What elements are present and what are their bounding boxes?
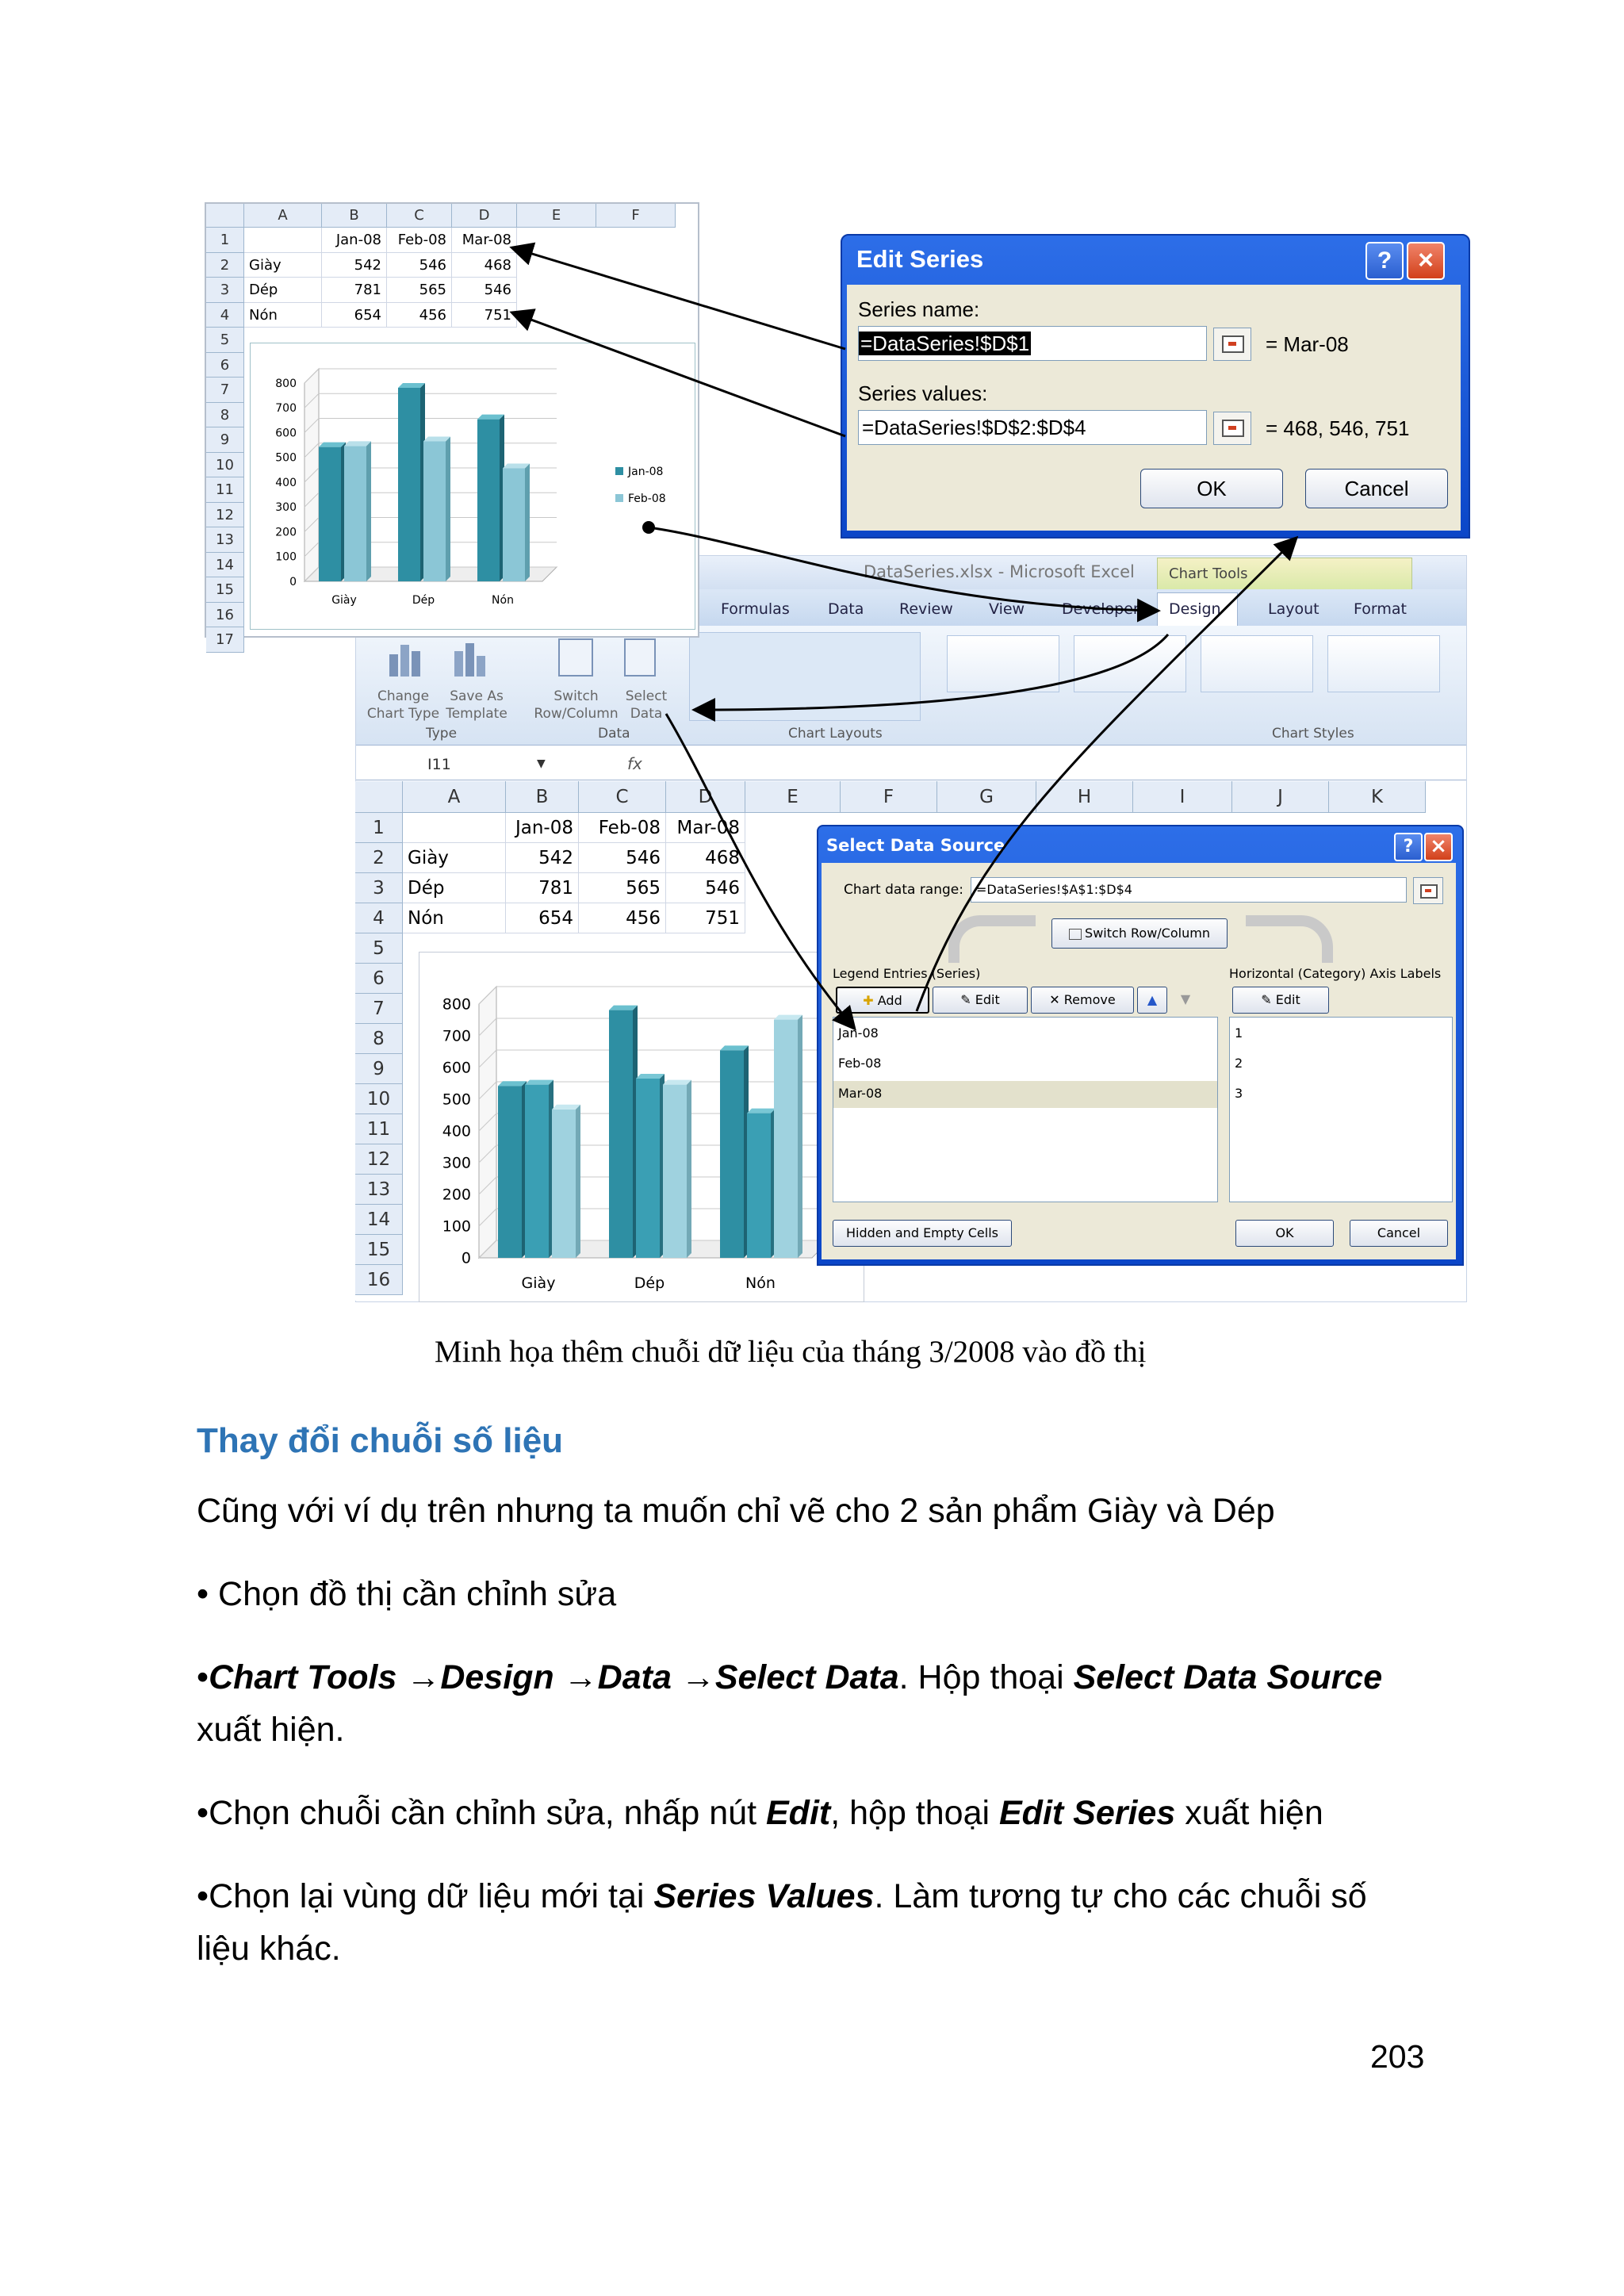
remove-button[interactable]: ✕ Remove: [1031, 987, 1134, 1014]
x-tick-label: Giày: [331, 594, 357, 607]
table-cell[interactable]: Giày: [244, 253, 322, 278]
switch-row-column-dialog-button[interactable]: Switch Row/Column: [1051, 918, 1228, 949]
chart-styles-label: Chart Styles: [1272, 726, 1354, 742]
column-header[interactable]: B: [322, 204, 387, 228]
y-tick-label: 800: [442, 995, 471, 1014]
y-tick-label: 500: [442, 1091, 471, 1109]
table-cell[interactable]: Dép: [244, 278, 322, 303]
name-box-dropdown-icon[interactable]: ▼: [537, 757, 546, 770]
table-cell[interactable]: Jan-08: [506, 813, 579, 843]
y-tick-label: 600: [442, 1059, 471, 1077]
row-header[interactable]: 16: [355, 1265, 403, 1295]
axis-item-3[interactable]: 3: [1235, 1086, 1243, 1101]
table-cell[interactable]: 456: [579, 903, 666, 933]
table-cell[interactable]: 546: [579, 843, 666, 873]
table-cell[interactable]: Mar-08: [666, 813, 745, 843]
series-values-result: = 468, 546, 751: [1266, 416, 1410, 440]
bullet-symbol: •: [197, 1794, 209, 1832]
table-cell[interactable]: 546: [452, 278, 517, 303]
row-header[interactable]: 3: [355, 873, 403, 903]
column-header[interactable]: A: [244, 204, 322, 228]
change-chart-type-button[interactable]: Change Chart Type: [366, 688, 440, 722]
column-header[interactable]: K: [1329, 781, 1426, 813]
tab-developer[interactable]: Developer: [1062, 600, 1139, 618]
chart-tools-label: Chart Tools: [1169, 565, 1248, 582]
row-header[interactable]: 10: [355, 1084, 403, 1114]
row-header[interactable]: 12: [206, 503, 244, 528]
type-group-label: Type: [426, 726, 458, 742]
series-values-label: Series values:: [858, 381, 988, 405]
table-cell[interactable]: Dép: [403, 873, 506, 903]
tab-review[interactable]: Review: [899, 600, 953, 618]
window-title: DataSeries.xlsx - Microsoft Excel: [864, 562, 1135, 581]
table-cell[interactable]: 468: [452, 253, 517, 278]
series-item-feb[interactable]: Feb-08: [838, 1056, 882, 1071]
chart-range-input[interactable]: =DataSeries!$A$1:$D$4: [971, 877, 1407, 903]
arrow-icon: →: [406, 1658, 441, 1696]
row-header[interactable]: 6: [355, 964, 403, 994]
hidden-empty-cells-button[interactable]: Hidden and Empty Cells: [833, 1220, 1012, 1247]
table-cell[interactable]: Giày: [403, 843, 506, 873]
table-cell[interactable]: 542: [322, 253, 387, 278]
close-icon: ×: [1430, 834, 1447, 858]
row-header[interactable]: 13: [206, 527, 244, 553]
table-cell[interactable]: Mar-08: [452, 228, 517, 253]
save-as-template-button[interactable]: Save As Template: [446, 688, 508, 722]
row-header[interactable]: 5: [206, 328, 244, 353]
arrow-icon: →: [680, 1658, 715, 1696]
series-name-label: Series name:: [858, 297, 980, 321]
y-tick-label: 400: [275, 476, 297, 489]
edit-series-title: Edit Series: [856, 245, 984, 273]
table-cell[interactable]: Jan-08: [322, 228, 387, 253]
x-tick-label: Nón: [745, 1274, 776, 1292]
row-header[interactable]: 10: [206, 453, 244, 478]
help-icon: ?: [1377, 247, 1392, 274]
add-icon: ✚: [863, 993, 874, 1008]
tab-layout[interactable]: Layout: [1268, 600, 1320, 618]
y-tick-label: 100: [275, 550, 297, 564]
row-header[interactable]: 1: [355, 813, 403, 843]
arrow-design-to-select-data: [696, 634, 1168, 710]
column-header[interactable]: F: [596, 204, 676, 228]
row-header[interactable]: 12: [355, 1144, 403, 1175]
row-header[interactable]: 2: [206, 253, 244, 278]
row-header[interactable]: 11: [206, 477, 244, 503]
row-header[interactable]: 7: [206, 378, 244, 403]
column-header[interactable]: D: [452, 204, 517, 228]
row-header[interactable]: 4: [206, 303, 244, 328]
table-cell[interactable]: 565: [387, 278, 452, 303]
table-cell[interactable]: 565: [579, 873, 666, 903]
y-tick-label: 0: [289, 575, 297, 588]
row-header[interactable]: 14: [206, 553, 244, 578]
add-button[interactable]: ✚ Add: [836, 987, 929, 1014]
series-name-result: = Mar-08: [1266, 332, 1349, 356]
row-header[interactable]: 17: [206, 627, 244, 653]
tab-format[interactable]: Format: [1354, 600, 1407, 618]
table-cell[interactable]: 751: [666, 903, 745, 933]
table-cell[interactable]: Feb-08: [579, 813, 666, 843]
select-data-source-title: Select Data Source: [826, 836, 1005, 855]
row-header[interactable]: 16: [206, 603, 244, 628]
row-header[interactable]: 15: [206, 577, 244, 603]
row-header[interactable]: 1: [206, 228, 244, 253]
bullet-1-text: Chọn đồ thị cần chỉnh sửa: [218, 1575, 617, 1613]
page-number: 203: [1370, 2038, 1425, 2075]
bullet-symbol: •: [197, 1658, 209, 1696]
help-icon: ?: [1403, 837, 1414, 857]
bullet-3: •Chọn chuỗi cần chỉnh sửa, nhấp nút Edit, hộp thoại Edit Series xuất hiện: [197, 1794, 1323, 1832]
y-tick-label: 800: [275, 377, 297, 390]
row-header[interactable]: 4: [355, 903, 403, 933]
row-header[interactable]: 3: [206, 278, 244, 303]
arrow-down-icon: ▼: [1180, 991, 1191, 1006]
bullet-2: •Chart Tools →Design →Data →Select Data. Hộp thoại Select Data Source xuất hiện.: [197, 1658, 1383, 1749]
y-tick-label: 100: [442, 1217, 471, 1236]
ok-button[interactable]: OK: [1140, 469, 1283, 508]
series-item-mar: Mar-08: [838, 1086, 883, 1101]
column-header[interactable]: C: [387, 204, 452, 228]
column-header[interactable]: G: [937, 781, 1036, 813]
bullet-4: •Chọn lại vùng dữ liệu mới tại Series Values. Làm tương tự cho các chuỗi số liệu khác.: [197, 1877, 1367, 1968]
axis-item-2[interactable]: 2: [1235, 1056, 1243, 1071]
section-heading: Thay đổi chuỗi số liệu: [197, 1421, 564, 1460]
column-header[interactable]: I: [1133, 781, 1232, 813]
y-tick-label: 700: [275, 402, 297, 416]
table-cell[interactable]: 654: [322, 303, 387, 328]
x-tick-label: Dép: [634, 1274, 665, 1292]
sds-cancel-button[interactable]: Cancel: [1350, 1220, 1448, 1247]
row-header[interactable]: 2: [355, 843, 403, 873]
bullet-symbol: •: [197, 1877, 209, 1915]
figure: [205, 202, 1473, 1301]
row-header[interactable]: 8: [206, 403, 244, 428]
x-tick-label: Nón: [492, 594, 514, 607]
table-cell[interactable]: Feb-08: [387, 228, 452, 253]
tab-design-label: Design: [1169, 600, 1221, 618]
tab-view[interactable]: View: [989, 600, 1025, 618]
y-tick-label: 600: [275, 427, 297, 440]
column-header[interactable]: E: [517, 204, 596, 228]
y-tick-label: 300: [275, 501, 297, 515]
sds-ok-button[interactable]: OK: [1235, 1220, 1334, 1247]
table-cell[interactable]: 456: [387, 303, 452, 328]
legend-label: Jan-08: [628, 466, 664, 478]
y-tick-label: 400: [442, 1122, 471, 1140]
arrow-series-name: [514, 248, 845, 349]
arrow-select-data-to-add: [666, 714, 853, 1027]
series-item-jan[interactable]: Jan-08: [838, 1025, 879, 1041]
y-tick-label: 200: [275, 526, 297, 539]
table-cell[interactable]: 546: [387, 253, 452, 278]
table-cell[interactable]: 468: [666, 843, 745, 873]
axis-item-1[interactable]: 1: [1235, 1025, 1243, 1041]
column-header[interactable]: F: [841, 781, 937, 813]
y-tick-label: 500: [275, 451, 297, 465]
row-header[interactable]: 5: [355, 933, 403, 964]
table-cell[interactable]: 781: [322, 278, 387, 303]
column-header[interactable]: D: [666, 781, 745, 813]
legend-label: Feb-08: [628, 493, 666, 505]
y-tick-label: 200: [442, 1186, 471, 1204]
bullet-symbol: •: [197, 1575, 209, 1613]
cancel-button[interactable]: Cancel: [1305, 469, 1448, 508]
row-header[interactable]: 9: [355, 1054, 403, 1084]
figure-caption: Minh họa thêm chuỗi dữ liệu của tháng 3/2008 vào đồ thị: [435, 1335, 1147, 1369]
legend-entries-label: Legend Entries (Series): [833, 966, 981, 981]
y-tick-label: 700: [442, 1027, 471, 1045]
series-name-input[interactable]: =DataSeries!$D$1: [858, 326, 1207, 361]
axis-labels-label: Horizontal (Category) Axis Labels: [1229, 966, 1442, 981]
tab-formulas[interactable]: Formulas: [721, 600, 790, 618]
row-header[interactable]: 14: [355, 1205, 403, 1235]
table-cell[interactable]: 654: [506, 903, 579, 933]
y-tick-label: 300: [442, 1154, 471, 1172]
close-icon: ×: [1418, 245, 1434, 275]
row-header[interactable]: 13: [355, 1175, 403, 1205]
table-cell[interactable]: 546: [666, 873, 745, 903]
row-header[interactable]: 6: [206, 353, 244, 378]
edit-icon: ✎: [1261, 992, 1272, 1007]
x-tick-label: Giày: [521, 1274, 556, 1292]
column-header[interactable]: J: [1232, 781, 1329, 813]
tab-data[interactable]: Data: [828, 600, 864, 618]
y-tick-label: 0: [461, 1249, 471, 1267]
x-tick-label: Dép: [412, 594, 435, 607]
arrow-up-icon: ▲: [1147, 992, 1158, 1007]
row-header[interactable]: 11: [355, 1114, 403, 1144]
arrow-chart-to-design: [649, 527, 1156, 611]
fx-icon[interactable]: fx: [627, 754, 642, 773]
switch-row-column-button[interactable]: Switch Row/Column: [534, 688, 619, 722]
table-cell[interactable]: Nón: [244, 303, 322, 328]
data-group-label: Data: [598, 726, 630, 742]
column-header[interactable]: E: [745, 781, 841, 813]
edit-button[interactable]: ✎ Edit: [933, 987, 1028, 1014]
row-header[interactable]: 8: [355, 1024, 403, 1054]
intro-paragraph: Cũng với ví dụ trên nhưng ta muốn chỉ vẽ cho 2 sản phẩm Giày và Dép: [197, 1492, 1275, 1530]
axis-edit-button[interactable]: ✎ Edit: [1232, 987, 1329, 1014]
series-values-input[interactable]: =DataSeries!$D$2:$D$4: [858, 410, 1207, 445]
remove-icon: ✕: [1049, 992, 1060, 1007]
edit-icon: ✎: [960, 992, 971, 1007]
table-cell[interactable]: 542: [506, 843, 579, 873]
row-header[interactable]: 15: [355, 1235, 403, 1265]
arrow-icon: →: [563, 1658, 598, 1696]
table-cell[interactable]: 751: [452, 303, 517, 328]
bullet-1: [197, 1568, 1434, 1620]
column-header[interactable]: B: [506, 781, 579, 813]
row-header[interactable]: 9: [206, 427, 244, 453]
table-cell[interactable]: 781: [506, 873, 579, 903]
select-data-button[interactable]: Select Data: [625, 688, 668, 722]
column-header[interactable]: A: [403, 781, 506, 813]
annotation-arrows: [205, 202, 1473, 1301]
column-header[interactable]: H: [1036, 781, 1133, 813]
chart-layouts-label: Chart Layouts: [788, 726, 883, 742]
column-header[interactable]: C: [579, 781, 666, 813]
arrow-start-dot: [642, 521, 655, 534]
arrow-series-values: [514, 313, 845, 436]
table-cell[interactable]: Nón: [403, 903, 506, 933]
chart-range-label: Chart data range:: [844, 882, 963, 898]
row-header[interactable]: 7: [355, 994, 403, 1024]
name-box[interactable]: I11: [427, 756, 451, 773]
